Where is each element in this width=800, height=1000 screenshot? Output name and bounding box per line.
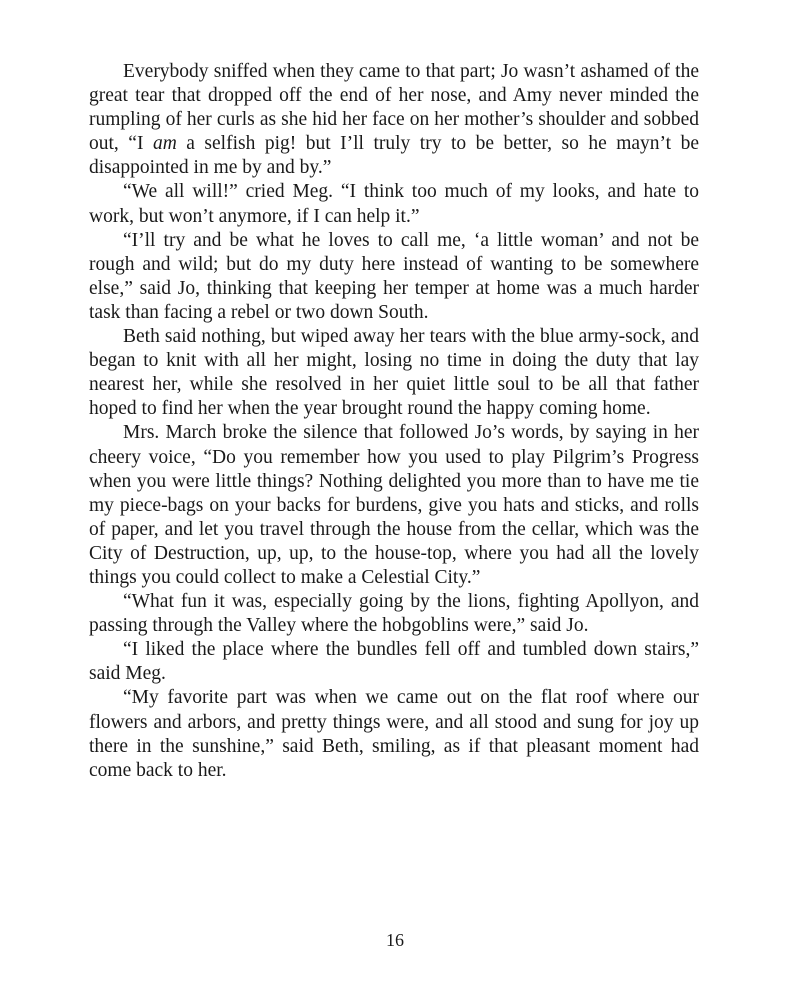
paragraph-2: “We all will!” cried Meg. “I think too much of my looks, and hate to work, but won’t anymore, if I can help it.” [89, 181, 699, 227]
paragraph-1-emphasis: am [152, 133, 177, 155]
page-number: 16 [386, 930, 404, 950]
paragraph-4: Beth said nothing, but wiped away her tears with the blue army-sock, and began to knit with all her might, losing no time in doing the duty that lay nearest her, while she resolved in her quiet little soul to be all that father hoped to find her when the year brought round the happy coming home. [89, 326, 699, 420]
page-body [89, 60, 699, 783]
paragraph-6: “What fun it was, especially going by the lions, fighting Apollyon, and passing through the Valley where the hobgoblins were,” said Jo. [89, 591, 699, 637]
paragraph-8: “My favorite part was when we came out on the flat roof where our flowers and arbors, and pretty things were, and all stood and sung for joy up there in the sunshine,” said Beth, smiling, as if that pleasant moment had come back to her. [89, 687, 699, 781]
paragraph-1-text-start: Everybody sniffed when they came to that part; Jo wasn’t ashamed of the great tear that dropped off the end of her nose, and Amy never minded the rumpling of her curls as she hid her face on her mother’s shoulder and sobbed out, “I [89, 61, 699, 155]
paragraph-1 [89, 60, 699, 180]
paragraph-3: “I’ll try and be what he loves to call me, ‘a little woman’ and not be rough and wild; but do my duty here instead of wanting to be somewhere else,” said Jo, thinking that keeping her temper at home was a much harder task than facing a rebel or two down South. [89, 229, 699, 323]
paragraph-1-text-end: a selfish pig! but I’ll truly try to be better, so he mayn’t be disappointed in me by and by.” [89, 133, 699, 179]
paragraph-5: Mrs. March broke the silence that followed Jo’s words, by saying in her cheery voice, “Do you remember how you used to play Pilgrim’s Progress when you were little things? Nothing delighted you more than to have me tie my piece-bags on your backs for burdens, give you hats and sticks, and rolls of paper, and let you travel through the house from the cellar, which was the City of Destruction, up, up, to the house-top, where you had all the lovely things you could collect to make a Celestial City.” [89, 422, 699, 588]
paragraph-7: “I liked the place where the bundles fell off and tumbled down stairs,” said Meg. [89, 639, 699, 685]
